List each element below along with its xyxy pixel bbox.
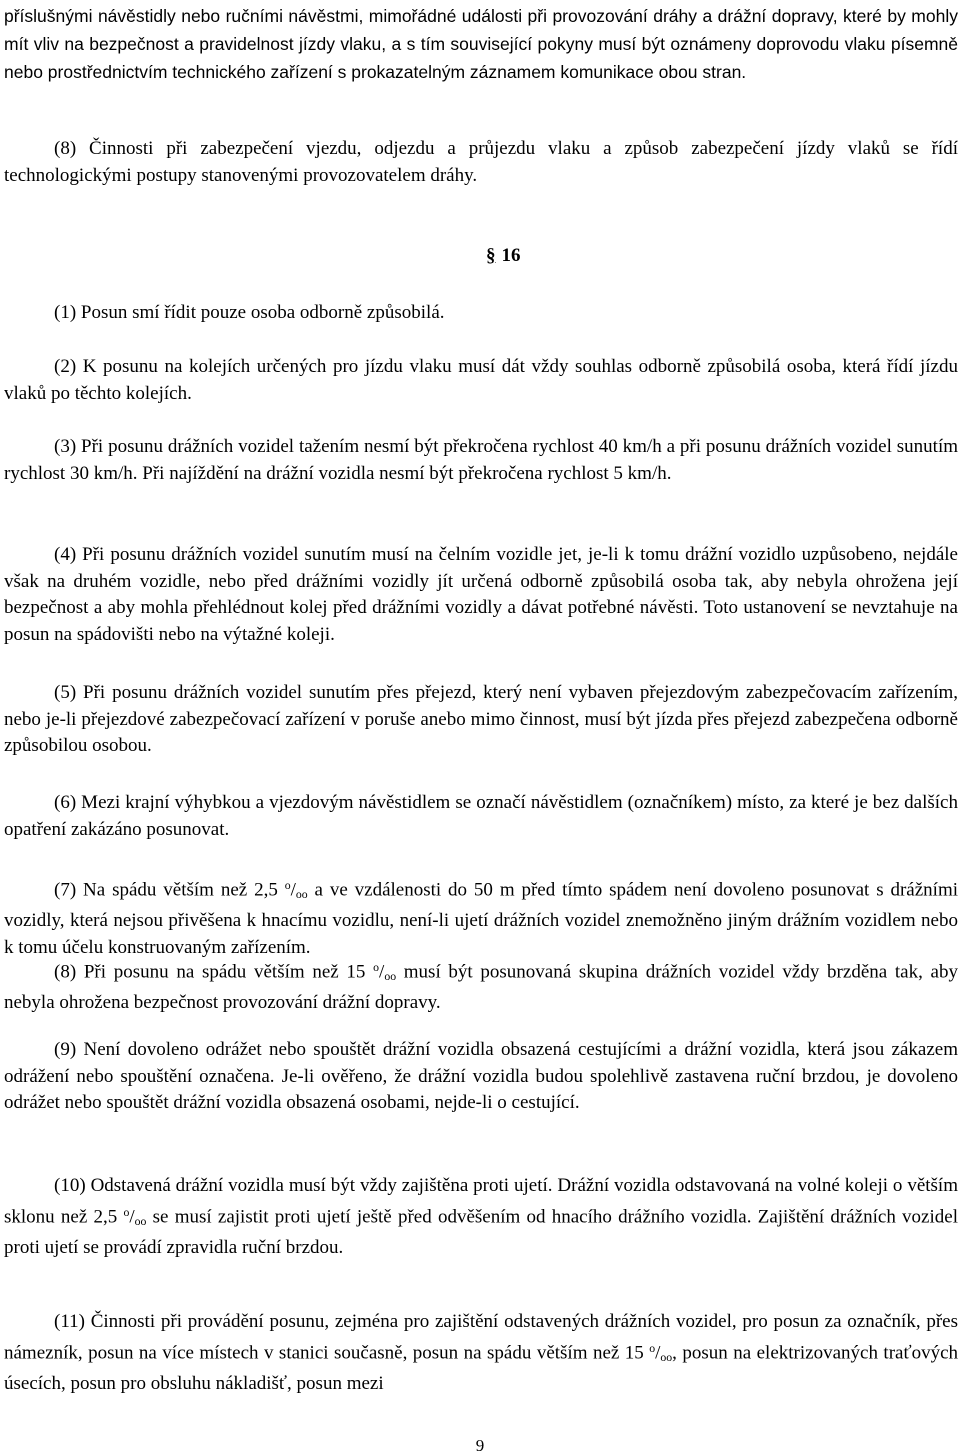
section-heading [486, 245, 521, 267]
paragraph-text: (1) Posun smí řídit pouze osoba odborně způsobilá. [54, 302, 445, 323]
permille-slash: / [655, 1341, 661, 1363]
permille-sub: oo [660, 1350, 673, 1364]
paragraph-text: (5) Při posunu drážních vozidel sunutím přes přejezd, který není vybaven přejezdovým zabezpečovacím zařízením, nebo je-li přejezdové zabezpečovací zařízení v poruše anebo mimo činnost, musí být jízda přes přejezd zabezpečena odborně způsobilou osobou. [4, 682, 958, 756]
permille-sub: oo [295, 887, 308, 901]
paragraph-7 [4, 873, 958, 961]
permille-slash: / [129, 1205, 135, 1227]
paragraph-5 [4, 680, 958, 760]
paragraph-text-a: (10) Odstavená drážní vozidla musí být vždy zajištěna proti ujetí. Drážní vozidla odstavovaná na volné koleji o větším sklonu než 2,5 [4, 1175, 958, 1227]
permille-sub: oo [134, 1214, 147, 1228]
paragraph-9 [4, 1037, 958, 1117]
paragraph-3 [4, 434, 958, 487]
paragraph-text: (3) Při posunu drážních vozidel tažením nesmí být překročena rychlost 40 km/h a při posunu drážních vozidel sunutím rychlost 30 km/h. Při najíždění na drážní vozidla nesmí být překročena rychlost 5 km/h. [4, 436, 958, 484]
paragraph-text: (4) Při posunu drážních vozidel sunutím musí na čelním vozidle jet, je-li k tomu drážní vozidlo uzpůsobeno, nejdále však na druhém vozidle, nebo před drážními vozidly jít určená odborně způsobilá osoba tak, aby nebyla ohrožena její bezpečnost a aby mohla přehlédnout kolej před drážními vozidly a dávat potřebné návěsti. Toto ustanovení se nevztahuje na posun na spádovišti nebo na výtažné koleji. [4, 544, 958, 645]
permille-slash: / [379, 961, 385, 983]
paragraph-8 [4, 955, 958, 1017]
page-number: 9 [475, 1436, 485, 1455]
paragraph-text-b: se musí zajistit proti ujetí ještě před odvěšením od hnacího drážního vozidla. Zajištění drážních vozidel proti ujetí se provádí zpravidla ruční brzdou. [4, 1205, 958, 1258]
paragraph-11 [4, 1309, 958, 1397]
paragraph-4 [4, 542, 958, 648]
paragraph-6 [4, 790, 958, 843]
paragraph-8-previous [4, 136, 958, 189]
paragraph-2 [4, 354, 958, 407]
section-symbol: § [486, 245, 496, 266]
paragraph-text: (9) Není dovoleno odrážet nebo spouštět drážní vozidla obsazená cestujícími a drážní vozidla, která jsou zákazem odrážení nebo spouštění označena. Je-li ověřeno, že drážní vozidla budou spolehlivě zastavena ruční brzdou, je dovoleno odrážet nebo spouštět drážní vozidla obsazená osobami, nejde-li o cestující. [4, 1039, 958, 1113]
paragraph-1 [4, 300, 958, 327]
paragraph-text: (2) K posunu na kolejích určených pro jízdu vlaku musí dát vždy souhlas odborně způsobilá osoba, která řídí jízdu vlaků po těchto kolejích. [4, 356, 958, 404]
permille-sup: o [373, 961, 380, 974]
paragraph-text: (8) Činnosti při zabezpečení vjezdu, odjezdu a průjezdu vlaku a způsob zabezpečení jízdy vlaků se řídí technologickými postupy stanovenými provozovatelem dráhy. [4, 138, 958, 186]
section-number: 16 [501, 245, 521, 266]
permille-sup: o [649, 1341, 656, 1355]
intro-text: příslušnými návěstidly nebo ručními návěstmi, mimořádné události při provozování dráhy a drážní dopravy, které by mohly mít vliv na bezpečnost a pravidelnost jízdy vlaku, a s tím související pokyny musí být oznámeny doprovodu vlaku písemně nebo prostřednictvím technického zařízení s prokazatelným záznamem komunikace obou stran. [4, 6, 958, 82]
intro-paragraph [4, 2, 958, 86]
paragraph-text-b: musí být posunovaná skupina drážních vozidel vždy brzděna tak, aby nebyla ohrožena bezpečnost provozování drážní dopravy. [4, 961, 958, 1014]
permille-sup: o [284, 879, 291, 892]
paragraph-text-b: a ve vzdálenosti do 50 m před tímto spádem není dovoleno posunovat s drážními vozidly, která nejsou přivěšena k hnacímu vozidlu, není-li ujetí drážních vozidel znemožněno jiným drážním vozidlem nebo k tomu účelu konstruovaným zařízením. [4, 879, 958, 958]
permille-sub: oo [384, 969, 397, 983]
paragraph-text-a: (8) Při posunu na spádu větším než 15 [54, 961, 374, 983]
paragraph-10 [4, 1173, 958, 1261]
paragraph-text-b: , posun na elektrizovaných traťových úsecích, posun pro obsluhu nákladišť, posun mezi [4, 1341, 959, 1394]
permille-slash: / [290, 879, 296, 901]
permille-sup: o [123, 1205, 130, 1219]
paragraph-text: (6) Mezi krajní výhybkou a vjezdovým návěstidlem se označí návěstidlem (označníkem) místo, za které je bez dalších opatření zakázáno posunovat. [4, 792, 958, 840]
paragraph-text-a: (7) Na spádu větším než 2,5 [54, 879, 285, 901]
paragraph-text-a: (11) Činnosti při provádění posunu, zejména pro zajištění odstavených drážních vozidel, pro posun za označník, přes námezník, posun na více místech v stanici současně, posun na spádu větším než 15 [4, 1311, 958, 1363]
